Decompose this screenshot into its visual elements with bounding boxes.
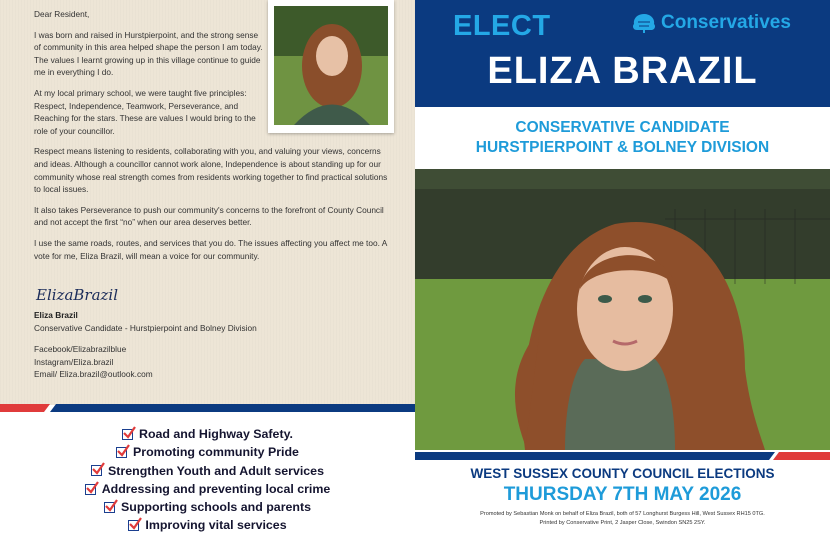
priority-item [0, 516, 415, 534]
imprint-line-1: Promoted by Sebastian Monk on behalf of Eliza Brazil, both of 57 Longhurst Burgess Hill, West Sussex RH15 0TG. [480, 511, 765, 517]
priority-text: Improving vital services [145, 518, 287, 533]
signature-image [34, 280, 144, 306]
subtitle-line-2: HURSTPIERPOINT & BOLNEY DIVISION [475, 139, 770, 156]
letter-paragraph-2: At my local primary school, we were taught five principles: Respect, Independence, Teamwork, Perseverance, and Reaching for the stars. These are values I would bring to the role of your councillor. [34, 87, 256, 136]
imprint-line-2: Printed by Conservative Print, 2 Jasper Close, Swindon SN25 2SY. [539, 520, 706, 526]
checkbox-icon [91, 465, 102, 476]
letter-paragraph-5: I use the same roads, routes, and services that you do. The issues affecting you affect me too. A vote for me, Eliza Brazil, will mean a voice for our community. [34, 237, 387, 261]
priority-item [0, 443, 415, 461]
contact-details [34, 343, 153, 381]
priority-item [0, 425, 415, 443]
elect-heading: ELECT [453, 10, 551, 42]
priority-text: Supporting schools and parents [120, 500, 311, 515]
election-date: THURSDAY 7TH MAY 2026 [503, 484, 742, 505]
instagram-contact: Instagram/Eliza.brazil [34, 356, 114, 367]
facebook-contact: Facebook/Elizabrazilblue [34, 344, 127, 354]
priority-item [0, 480, 415, 498]
candidate-subtitle [415, 118, 830, 158]
election-title: WEST SUSSEX COUNTY COUNCIL ELECTIONS [470, 466, 775, 481]
priority-text: Strengthen Youth and Adult services [108, 463, 324, 478]
checkbox-icon [128, 520, 139, 531]
main-portrait-photo [415, 169, 830, 450]
party-name: Conservatives [661, 12, 791, 33]
signer-role: Conservative Candidate - Hurstpierpoint and Bolney Division [34, 322, 257, 333]
checkbox-icon [85, 484, 96, 495]
svg-text:ElizaBrazil: ElizaBrazil [36, 286, 119, 304]
subtitle-line-1: CONSERVATIVE CANDIDATE [515, 119, 730, 136]
letter-paragraph-1: I was born and raised in Hurstpierpoint, and the strong sense of community in this area helped shape the person I am today. The values I learnt growing up in this village continue to guide me in everything I do. [34, 29, 263, 78]
priority-text: Road and Highway Safety. [139, 427, 293, 441]
candidate-name: ELIZA BRAZIL [487, 50, 758, 92]
signer-name: Eliza Brazil [34, 310, 78, 320]
priority-item [0, 498, 415, 516]
signature-block [34, 309, 257, 334]
checkbox-icon [122, 429, 133, 440]
priority-text: Promoting community Pride [133, 445, 299, 460]
letter-greeting: Dear Resident, [34, 9, 90, 19]
email-contact: Email/ Eliza.brazil@outlook.com [34, 369, 153, 380]
footer-stripe [415, 450, 830, 462]
priority-item [0, 462, 415, 480]
checkbox-icon [104, 502, 115, 513]
tree-icon [631, 12, 657, 34]
party-logo [631, 12, 791, 34]
divider-stripe [0, 404, 415, 412]
checkbox-icon [116, 447, 127, 458]
letter-paragraph-4: It also takes Perseverance to push our community's concerns to the forefront of County Council and not accept the first “no” when our area deserves better. [34, 204, 384, 228]
priorities-list [0, 425, 415, 535]
letter-paragraph-3: Respect means listening to residents, collaborating with you, and valuing your views, concerns and ideas. Although a councillor cannot work alone, Independence is about standing up for our community whose real strength comes from residents working together to find practical solutions to local issues. [34, 146, 388, 195]
small-portrait-photo [268, 0, 394, 133]
priority-text: Addressing and preventing local crime [101, 481, 331, 496]
legal-imprint [415, 510, 830, 528]
cover-panel [415, 0, 830, 540]
